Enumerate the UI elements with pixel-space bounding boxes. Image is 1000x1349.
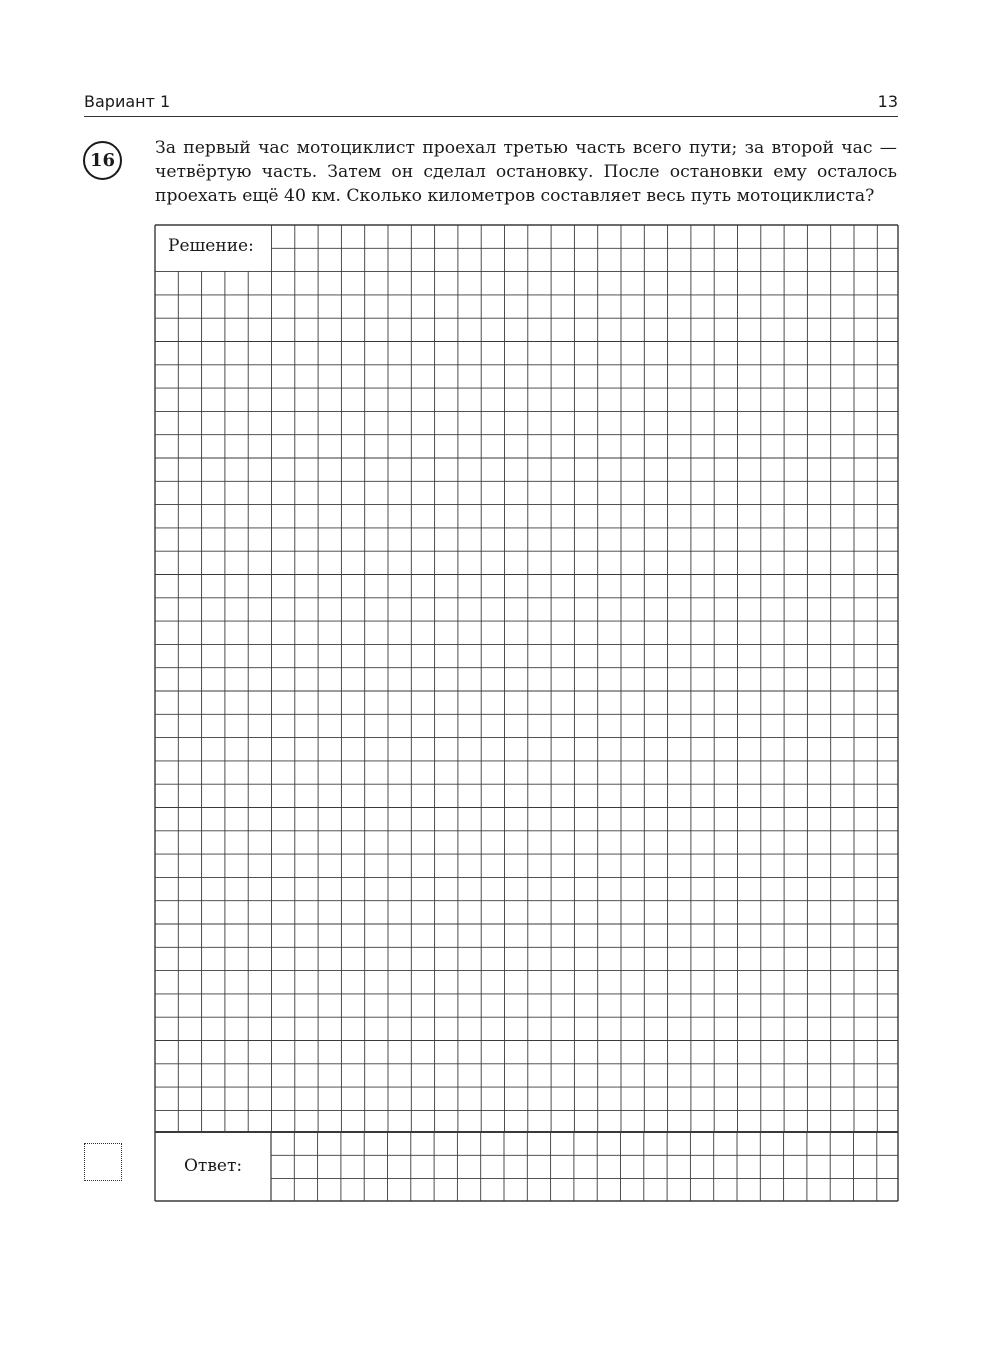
problem-line: четвёртую часть. Затем он сделал остановку. После остановки ему осталось xyxy=(155,162,897,182)
variant-label: Вариант 1 xyxy=(84,92,171,111)
solution-label: Решение: xyxy=(168,236,254,256)
problem-line: проехать ещё 40 км. Сколько километров составляет весь путь мотоциклиста? xyxy=(155,186,875,206)
problem-line: За первый час мотоциклист проехал третью часть всего пути; за второй час — xyxy=(155,138,897,158)
answer-label: Ответ: xyxy=(184,1156,243,1176)
task-number: 16 xyxy=(89,150,116,171)
page-number: 13 xyxy=(877,92,898,111)
score-box[interactable] xyxy=(84,1143,122,1181)
